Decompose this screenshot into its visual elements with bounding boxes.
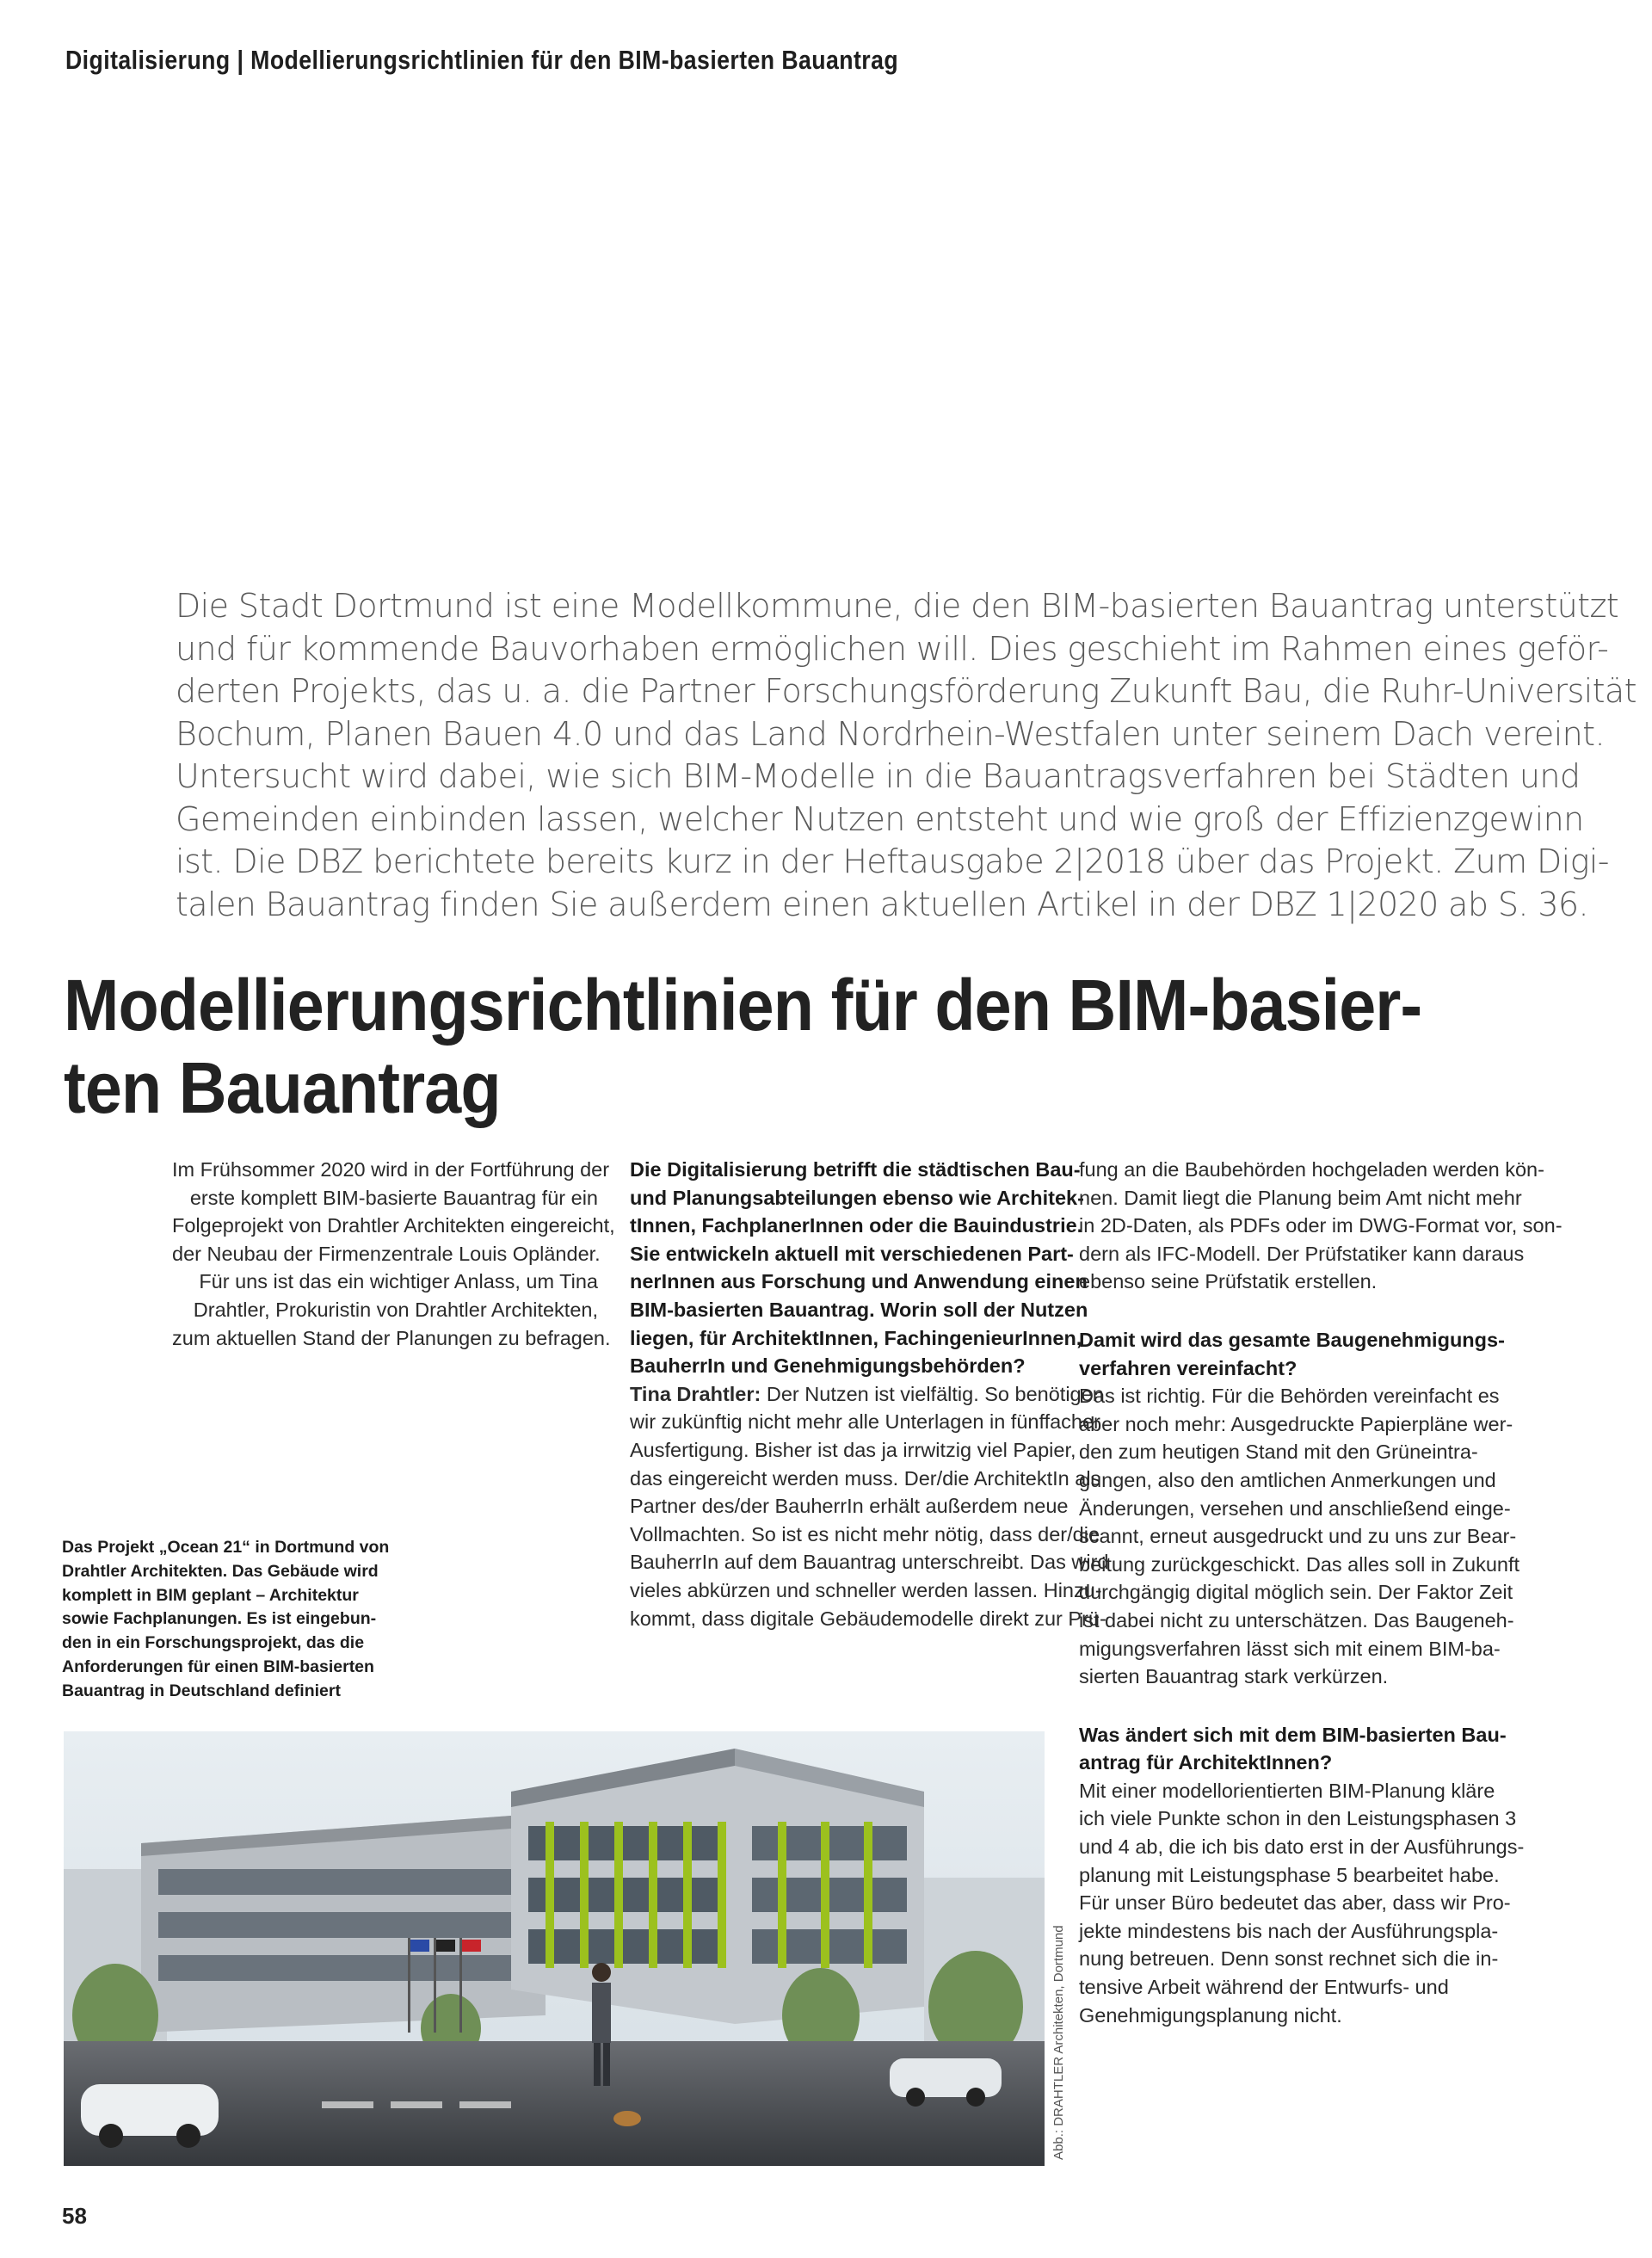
left-wing-windows: [158, 1869, 528, 1981]
answer-line: Das ist richtig. Für die Behörden vereinfacht es: [1079, 1385, 1500, 1408]
answer-line: das eingereicht werden muss. Der/die ArchitektIn als: [630, 1466, 1101, 1490]
building-rendering-illustration: [64, 1731, 1045, 2166]
headline-line: ten Bauantrag: [64, 1047, 501, 1128]
answer-line: nung betreuen. Denn sonst rechnet sich die in-: [1079, 1947, 1499, 1971]
running-head: Digitalisierung | Modellierungsrichtlinien für den BIM-basierten Bauantrag: [65, 45, 899, 75]
caption-line: komplett in BIM geplant – Architektur: [62, 1585, 359, 1605]
caption-line: Bauantrag in Deutschland definiert: [62, 1681, 341, 1700]
answer-line: BauherrIn auf dem Bauantrag unterschreibt. Das wird: [630, 1551, 1109, 1574]
question-line: BIM-basierten Bauantrag. Worin soll der Nutzen: [630, 1298, 1088, 1321]
intro-line: Folgeprojekt von Drahtler Architekten eingereicht,: [172, 1214, 615, 1237]
intro-line: Im Frühsommer 2020 wird in der Fortführung der: [172, 1158, 610, 1181]
caption-line: Anforderungen für einen BIM-basierten: [62, 1656, 374, 1676]
answer-line: den zum heutigen Stand mit den Grüneintra-: [1079, 1441, 1478, 1464]
column-interview-1: [630, 1156, 1109, 1632]
interview-answer-2: [1079, 1382, 1520, 1691]
lead-line: Untersucht wird dabei, wie sich BIM-Modelle in die Bauantragsverfahren bei Städten und: [176, 757, 1581, 795]
answer-line: scannt, erneut ausgedruckt und zu uns zur Bear-: [1079, 1525, 1517, 1548]
lead-line: ist. Die DBZ berichtete bereits kurz in der Heftausgabe 2|2018 über das Projekt. Zum Digi-: [176, 842, 1609, 880]
answer-line: nen. Damit liegt die Planung beim Amt nicht mehr: [1079, 1186, 1522, 1209]
lead-line: derten Projekts, das u. a. die Partner Forschungsförderung Zukunft Bau, die Ruhr-Universität: [176, 672, 1637, 710]
intro-line: Für uns ist das ein wichtiger Anlass, um Tina: [199, 1270, 598, 1293]
answer-line: planung mit Leistungsphase 5 bearbeitet habe.: [1079, 1863, 1500, 1886]
answer-line: durchgängig digital möglich sein. Der Faktor Zeit: [1079, 1581, 1513, 1604]
answer-line: in 2D-Daten, als PDFs oder im DWG-Format vor, son-: [1079, 1214, 1563, 1237]
question-line: BauherrIn und Genehmigungsbehörden?: [630, 1354, 1026, 1378]
answer-line: Für unser Büro bedeutet das aber, dass wir Pro-: [1079, 1891, 1511, 1915]
lead-line: und für kommende Bauvorhaben ermöglichen will. Dies geschieht im Rahmen eines geför-: [176, 629, 1609, 668]
answer-line: tensive Arbeit während der Entwurfs- und: [1079, 1976, 1449, 1999]
building-rendering: [64, 1731, 1045, 2166]
question-line: verfahren vereinfacht?: [1079, 1356, 1298, 1379]
answer-line: ich viele Punkte schon in den Leistungsphasen 3: [1079, 1807, 1517, 1830]
intro-line: Drahtler, Prokuristin von Drahtler Architekten,: [193, 1298, 598, 1321]
caption-line: den in ein Forschungsprojekt, das die: [62, 1633, 365, 1653]
answer-line: vieles abkürzen und schneller werden lassen. Hinzu-: [630, 1578, 1102, 1601]
answer-line: Änderungen, versehen und anschließend einge-: [1079, 1496, 1511, 1520]
lead-paragraph: [176, 585, 1637, 926]
answer-line: migungsverfahren lässt sich mit einem BIM-ba-: [1079, 1637, 1501, 1660]
page-number: 58: [62, 2203, 87, 2229]
lead-line: Bochum, Planen Bauen 4.0 und das Land Nordrhein-Westfalen unter seinem Dach vereint.: [176, 714, 1605, 753]
answer-line: Partner des/der BauherrIn erhält außerdem neue: [630, 1495, 1069, 1518]
article-headline: [64, 964, 1544, 1129]
intro-line: zum aktuellen Stand der Planungen zu befragen.: [172, 1326, 611, 1349]
answer-line: sierten Bauantrag stark verkürzen.: [1079, 1665, 1389, 1688]
answer-continued: [1079, 1156, 1563, 1296]
interview-question-3: [1079, 1721, 1511, 1777]
question-line: tInnen, FachplanerInnen oder die Bauindustrie.: [630, 1214, 1083, 1237]
answer-line: Mit einer modellorientierten BIM-Planung kläre: [1079, 1779, 1495, 1802]
question-line: und Planungsabteilungen ebenso wie Architek-: [630, 1186, 1084, 1209]
interview-question-1: [630, 1156, 1088, 1380]
photo-caption: [62, 1536, 389, 1704]
interview-answer-3: [1079, 1777, 1525, 2029]
headline-line: Modellierungsrichtlinien für den BIM-basier-: [64, 965, 1422, 1046]
answer-line: kommt, dass digitale Gebäudemodelle direkt zur Prü-: [630, 1607, 1106, 1630]
question-line: nerInnen aus Forschung und Anwendung einen: [630, 1270, 1088, 1293]
intro-line: der Neubau der Firmenzentrale Louis Opländer.: [172, 1242, 601, 1265]
question-line: liegen, für ArchitektInnen, FachingenieurInnen,: [630, 1326, 1082, 1349]
caption-line: Das Projekt „Ocean 21“ in Dortmund von: [62, 1538, 390, 1557]
interview-answer-1: [630, 1380, 1109, 1632]
answer-line: und 4 ab, die ich bis dato erst in der Ausführungs-: [1079, 1835, 1525, 1859]
speaker-name: Tina Drahtler:: [630, 1382, 761, 1405]
answer-line: Ausfertigung. Bisher ist das ja irrwitzig viel Papier,: [630, 1438, 1076, 1461]
answer-line: fung an die Baubehörden hochgeladen werden kön-: [1079, 1158, 1544, 1181]
question-line: Was ändert sich mit dem BIM-basierten Bau-: [1079, 1723, 1507, 1746]
answer-line: ebenso seine Prüfstatik erstellen.: [1079, 1270, 1378, 1293]
answer-text: Der Nutzen ist vielfältig. So benötigen: [761, 1382, 1104, 1405]
answer-line: wir zukünftig nicht mehr alle Unterlagen in fünffacher: [630, 1410, 1100, 1434]
lead-line: talen Bauantrag finden Sie außerdem einen aktuellen Artikel in der DBZ 1|2020 ab S. 36.: [176, 885, 1588, 923]
photo-credit: Abb.: DRAHTLER Architekten, Dortmund: [1051, 1925, 1066, 2160]
answer-line: gungen, also den amtlichen Anmerkungen und: [1079, 1468, 1496, 1491]
interview-question-2: [1079, 1326, 1511, 1382]
column-intro: [172, 1156, 615, 1352]
answer-line: ist dabei nicht zu unterschätzen. Das Baugeneh-: [1079, 1608, 1514, 1632]
caption-line: Drahtler Architekten. Das Gebäude wird: [62, 1561, 379, 1581]
question-line: Die Digitalisierung betrifft die städtischen Bau-: [630, 1158, 1081, 1181]
answer-line: dern als IFC-Modell. Der Prüfstatiker kann daraus: [1079, 1242, 1525, 1265]
answer-line: jekte mindestens bis nach der Ausführungspla-: [1079, 1919, 1499, 1942]
caption-line: sowie Fachplanungen. Es ist eingebun-: [62, 1609, 377, 1629]
answer-line: Genehmigungsplanung nicht.: [1079, 2003, 1342, 2027]
answer-first-line: [630, 1380, 1104, 1409]
question-line: Damit wird das gesamte Baugenehmigungs-: [1079, 1328, 1505, 1351]
lead-line: Die Stadt Dortmund ist eine Modellkommune, die den BIM-basierten Bauantrag unterstützt: [176, 587, 1619, 625]
answer-line: beitung zurückgeschickt. Das alles soll in Zukunft: [1079, 1552, 1520, 1576]
answer-line: aber noch mehr: Ausgedruckte Papierpläne wer-: [1079, 1412, 1513, 1435]
answer-line: Vollmachten. So ist es nicht mehr nötig, dass der/die: [630, 1522, 1100, 1545]
question-line: antrag für ArchitektInnen?: [1079, 1751, 1333, 1774]
column-interview-2: [1079, 1156, 1563, 2029]
crosswalk: [322, 2101, 511, 2108]
lead-line: Gemeinden einbinden lassen, welcher Nutzen entsteht und wie groß der Effizienzgewinn: [176, 799, 1584, 838]
question-line: Sie entwickeln aktuell mit verschiedenen Part-: [630, 1242, 1074, 1265]
intro-line: erste komplett BIM-basierte Bauantrag für ein: [189, 1186, 598, 1209]
